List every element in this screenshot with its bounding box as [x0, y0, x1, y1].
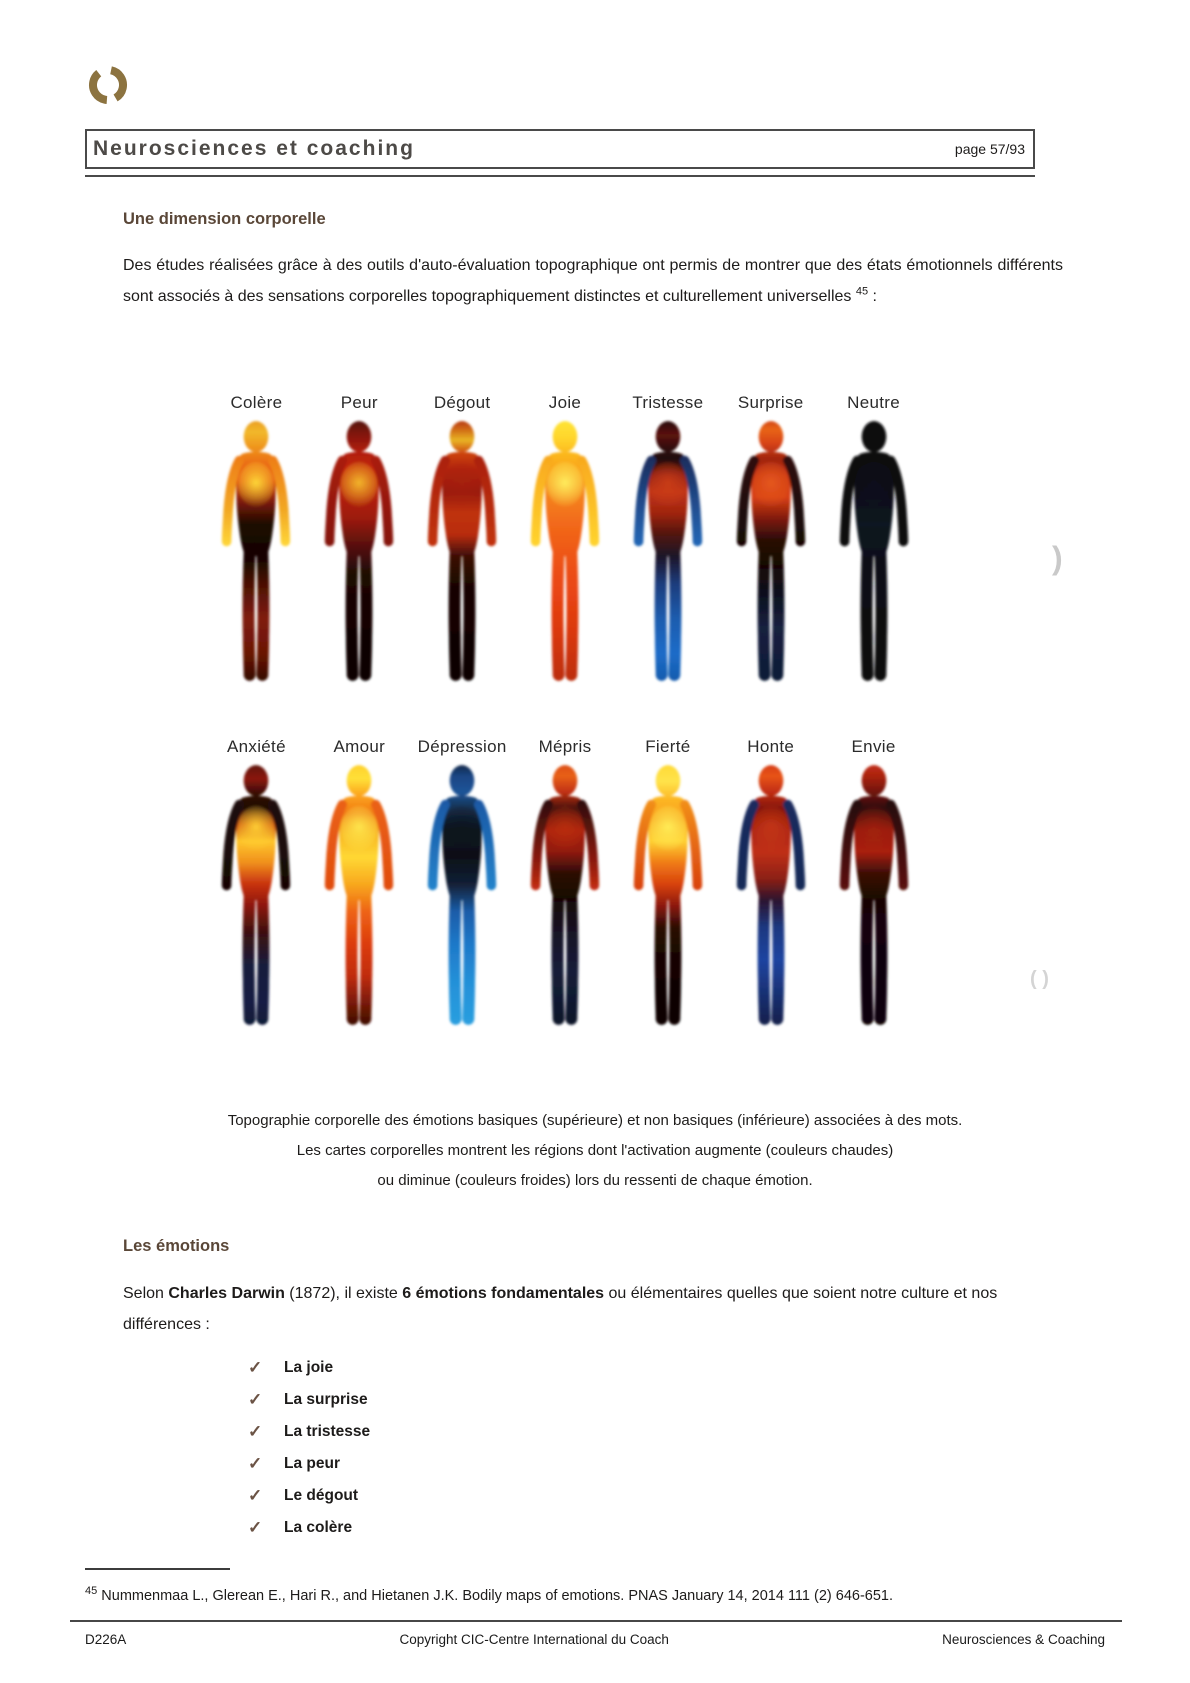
emotion-cell	[308, 736, 411, 1030]
cic-logo-icon	[85, 60, 131, 110]
header-title: Neurosciences et coaching	[93, 137, 415, 160]
emotion-label: Colère	[230, 393, 283, 412]
section-heading-dimension-corporelle: Une dimension corporelle	[123, 210, 326, 228]
page-number: page 57/93	[954, 141, 1025, 157]
emotion-label: Fierté	[645, 737, 691, 756]
body-heatmap	[627, 416, 709, 686]
emotion-figure	[205, 392, 925, 1030]
section-heading-les-emotions: Les émotions	[123, 1237, 230, 1255]
checklist-label: La surprise	[284, 1391, 368, 1408]
list-item	[248, 1480, 370, 1512]
emotions-checklist	[248, 1352, 370, 1544]
checkmark-icon: ✓	[248, 1454, 263, 1473]
checklist-label: La tristesse	[284, 1423, 371, 1440]
emotion-cell	[205, 392, 308, 686]
footnote	[85, 1584, 1095, 1608]
emotion-cell	[514, 736, 617, 1030]
darwin-text: (1872), il existe	[284, 1285, 403, 1302]
emotion-cell	[514, 392, 617, 686]
emotion-label: Dépression	[417, 737, 507, 756]
body-heatmap	[524, 416, 606, 686]
intro-paragraph-colon: :	[868, 288, 877, 305]
scan-artifact: ( )	[1030, 968, 1049, 990]
page-header	[85, 129, 1035, 169]
darwin-name-bold: Charles Darwin	[168, 1285, 285, 1302]
emotion-cell	[308, 392, 411, 686]
darwin-text: ou élémentaires quelles que soient notre culture et nos différences :	[123, 1285, 998, 1333]
footnote-text: Nummenmaa L., Glerean E., Hari R., and Hietanen J.K. Bodily maps of emotions. PNAS January 14, 2014 111 (2) 646-651.	[97, 1588, 894, 1604]
emotion-label: Envie	[851, 737, 896, 756]
footer-copyright: Copyright CIC-Centre International du Coach	[399, 1632, 669, 1647]
figure-row	[205, 736, 925, 1030]
scan-artifact: )	[1052, 540, 1063, 576]
caption-line: Topographie corporelle des émotions basiques (supérieure) et non basiques (inférieure) associées à des mots.	[227, 1112, 963, 1129]
emotion-cell	[822, 392, 925, 686]
emotion-cell	[205, 736, 308, 1030]
emotion-cell	[411, 736, 514, 1030]
body-heatmap	[215, 760, 297, 1030]
checklist-label: Le dégout	[284, 1487, 359, 1504]
emotion-cell	[411, 392, 514, 686]
emotion-cell	[822, 736, 925, 1030]
darwin-paragraph	[123, 1278, 1063, 1340]
body-heatmap	[833, 416, 915, 686]
body-heatmap	[318, 416, 400, 686]
emotion-label: Peur	[340, 393, 378, 412]
figure-row	[205, 392, 925, 686]
caption-line: ou diminue (couleurs froides) lors du ressenti de chaque émotion.	[377, 1172, 813, 1189]
emotion-label: Dégout	[433, 393, 491, 412]
checkmark-icon: ✓	[248, 1358, 263, 1377]
body-heatmap	[730, 416, 812, 686]
emotion-label: Mépris	[538, 737, 592, 756]
body-heatmap	[421, 760, 503, 1030]
checklist-label: La colère	[284, 1519, 353, 1536]
list-item	[248, 1416, 370, 1448]
checklist-label: La joie	[284, 1359, 334, 1376]
emotion-cell	[719, 392, 822, 686]
checkmark-icon: ✓	[248, 1422, 263, 1441]
caption-line: Les cartes corporelles montrent les régions dont l'activation augmente (couleurs chaudes)	[296, 1142, 894, 1159]
checklist-label: La peur	[284, 1455, 340, 1472]
checkmark-icon: ✓	[248, 1518, 263, 1537]
footer-course-name: Neurosciences & Coaching	[942, 1632, 1105, 1647]
list-item	[248, 1352, 370, 1384]
list-item	[248, 1448, 370, 1480]
body-heatmap	[833, 760, 915, 1030]
checkmark-icon: ✓	[248, 1390, 263, 1409]
six-emotions-bold: 6 émotions fondamentales	[402, 1285, 605, 1302]
emotion-cell	[719, 736, 822, 1030]
emotion-label: Anxiété	[227, 737, 286, 756]
footnote-separator	[85, 1568, 230, 1570]
body-heatmap	[524, 760, 606, 1030]
body-heatmap	[730, 760, 812, 1030]
intro-paragraph	[123, 250, 1063, 312]
list-item	[248, 1384, 370, 1416]
list-item	[248, 1512, 370, 1544]
emotion-cell	[616, 736, 719, 1030]
header-rule	[85, 175, 1035, 177]
page-footer	[85, 1632, 1105, 1647]
emotion-label: Surprise	[737, 393, 804, 412]
body-heatmap	[627, 760, 709, 1030]
figure-caption	[130, 1106, 1060, 1196]
body-heatmap	[318, 760, 400, 1030]
body-heatmap	[215, 416, 297, 686]
emotion-cell	[616, 392, 719, 686]
footer-rule	[70, 1620, 1122, 1622]
emotion-label: Joie	[548, 393, 582, 412]
footnote-reference[interactable]: 45	[855, 285, 869, 298]
checkmark-icon: ✓	[248, 1486, 263, 1505]
body-heatmap	[421, 416, 503, 686]
emotion-label: Honte	[747, 737, 795, 756]
darwin-text: Selon	[123, 1285, 169, 1302]
emotion-label: Neutre	[847, 393, 900, 412]
intro-paragraph-text: Des études réalisées grâce à des outils d'auto-évaluation topographique ont permis de montrer que des états émotionnels différents sont associés à des sensations corporelles topographiquement distinctes et culturellement universelles	[123, 257, 1063, 305]
emotion-label: Tristesse	[632, 393, 704, 412]
emotion-label: Amour	[333, 737, 386, 756]
footer-doc-code: D226A	[85, 1632, 127, 1647]
footnote-number: 45	[85, 1585, 98, 1598]
